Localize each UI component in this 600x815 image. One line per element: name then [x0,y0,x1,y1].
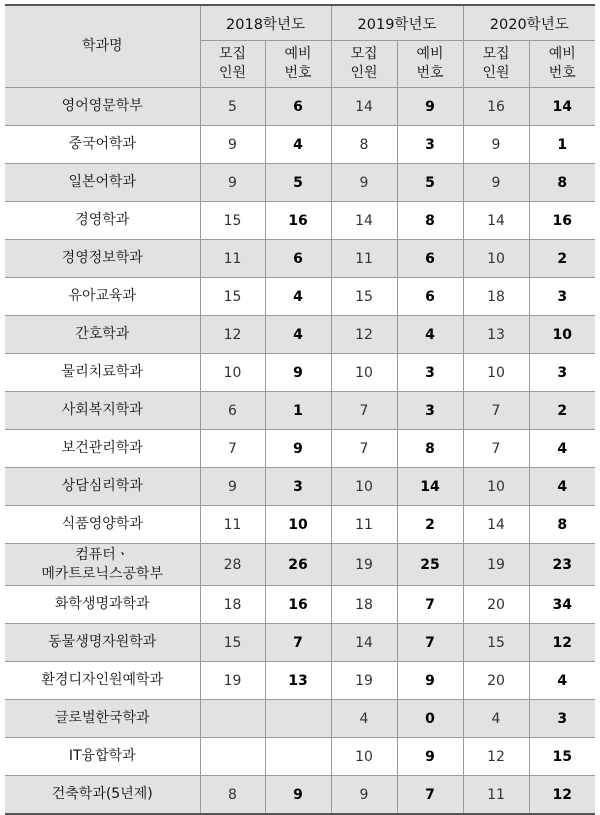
dept-name-cell: 영어영문학부 [5,88,200,126]
table-row [5,624,595,662]
recruit-cell: 20 [463,662,529,700]
recruit-cell: 4 [331,700,397,738]
waitlist-cell: 3 [397,354,463,392]
dept-header: 학과명 [5,5,200,88]
recruit-cell: 12 [331,316,397,354]
dept-name-cell: 동물생명자원학과 [5,624,200,662]
dept-name-cell: 경영정보학과 [5,240,200,278]
recruit-cell: 12 [463,738,529,776]
dept-name-cell: 간호학과 [5,316,200,354]
waitlist-cell: 1 [529,126,595,164]
dept-name-cell: 중국어학과 [5,126,200,164]
table-row [5,700,595,738]
table-row [5,316,595,354]
waitlist-cell: 26 [265,544,331,586]
waitlist-cell: 4 [397,316,463,354]
recruit-cell: 14 [463,506,529,544]
recruit-cell: 15 [463,624,529,662]
table-row [5,278,595,316]
table-row [5,662,595,700]
recruit-cell: 14 [331,624,397,662]
waitlist-cell: 4 [265,126,331,164]
recruit-cell: 6 [200,392,265,430]
waitlist-cell: 9 [397,738,463,776]
recruit-cell: 15 [200,202,265,240]
recruit-cell: 11 [463,776,529,815]
waitlist-header: 예비 번호 [397,41,463,88]
waitlist-cell: 6 [397,278,463,316]
recruit-cell: 9 [463,164,529,202]
recruit-cell: 10 [331,354,397,392]
recruit-cell: 10 [331,738,397,776]
waitlist-header: 예비 번호 [265,41,331,88]
recruit-cell: 13 [463,316,529,354]
dept-name-cell: 식품영양학과 [5,506,200,544]
waitlist-cell: 2 [529,240,595,278]
waitlist-cell: 9 [265,354,331,392]
waitlist-cell: 0 [397,700,463,738]
waitlist-cell: 7 [397,624,463,662]
recruit-cell [200,738,265,776]
dept-name-cell: IT융합학과 [5,738,200,776]
recruit-cell: 15 [331,278,397,316]
dept-name-cell: 물리치료학과 [5,354,200,392]
recruit-cell: 10 [200,354,265,392]
recruit-cell: 19 [331,544,397,586]
dept-name-cell: 건축학과(5년제) [5,776,200,815]
waitlist-cell: 4 [529,662,595,700]
recruit-cell: 5 [200,88,265,126]
waitlist-cell: 14 [529,88,595,126]
dept-name-cell: 컴퓨터ㆍ 메카트로닉스공학부 [5,544,200,586]
table-row [5,468,595,506]
waitlist-cell: 7 [397,776,463,815]
waitlist-cell: 8 [529,506,595,544]
dept-name-cell: 유아교육과 [5,278,200,316]
table-row [5,776,595,815]
table-row [5,354,595,392]
waitlist-cell: 6 [265,88,331,126]
waitlist-header: 예비 번호 [529,41,595,88]
recruit-cell: 9 [331,776,397,815]
table-body [5,88,595,815]
table-row [5,202,595,240]
recruit-cell: 9 [200,164,265,202]
dept-name-cell: 일본어학과 [5,164,200,202]
waitlist-cell: 10 [265,506,331,544]
waitlist-cell: 23 [529,544,595,586]
recruit-cell: 8 [200,776,265,815]
recruit-cell: 14 [331,88,397,126]
table-row [5,240,595,278]
table-row [5,392,595,430]
waitlist-cell: 1 [265,392,331,430]
waitlist-cell: 25 [397,544,463,586]
waitlist-cell: 8 [529,164,595,202]
recruit-cell: 14 [331,202,397,240]
dept-name-cell: 화학생명과학과 [5,586,200,624]
table-row [5,164,595,202]
waitlist-cell: 7 [397,586,463,624]
waitlist-cell: 12 [529,776,595,815]
waitlist-cell [265,700,331,738]
recruit-cell: 7 [331,430,397,468]
dept-name-cell: 상담심리학과 [5,468,200,506]
waitlist-cell: 5 [265,164,331,202]
recruit-cell: 11 [331,506,397,544]
recruit-cell: 7 [463,392,529,430]
waitlist-cell: 6 [265,240,331,278]
waitlist-cell: 5 [397,164,463,202]
waitlist-cell: 13 [265,662,331,700]
waitlist-cell: 4 [265,316,331,354]
waitlist-cell: 8 [397,430,463,468]
waitlist-cell: 9 [265,430,331,468]
waitlist-cell: 2 [397,506,463,544]
waitlist-cell: 9 [265,776,331,815]
recruit-cell: 11 [200,506,265,544]
waitlist-cell: 4 [265,278,331,316]
year-2020-header: 2020학년도 [463,5,595,41]
recruit-cell: 9 [331,164,397,202]
table-row [5,430,595,468]
waitlist-cell: 14 [397,468,463,506]
recruit-header: 모집 인원 [200,41,265,88]
recruit-cell: 28 [200,544,265,586]
recruit-cell: 19 [200,662,265,700]
waitlist-cell: 10 [529,316,595,354]
recruit-cell: 16 [463,88,529,126]
table-row [5,126,595,164]
waitlist-cell: 16 [529,202,595,240]
table-row [5,88,595,126]
recruit-cell: 7 [200,430,265,468]
waitlist-cell: 12 [529,624,595,662]
waitlist-cell: 15 [529,738,595,776]
recruit-cell: 7 [463,430,529,468]
recruit-cell: 9 [200,468,265,506]
waitlist-cell: 2 [529,392,595,430]
waitlist-cell: 4 [529,430,595,468]
recruit-cell: 8 [331,126,397,164]
table-row [5,738,595,776]
dept-name-cell: 보건관리학과 [5,430,200,468]
table-row [5,506,595,544]
waitlist-cell: 3 [529,700,595,738]
waitlist-cell: 7 [265,624,331,662]
year-2018-header: 2018학년도 [200,5,331,41]
recruit-header: 모집 인원 [463,41,529,88]
dept-name-cell: 글로벌한국학과 [5,700,200,738]
recruit-cell: 15 [200,624,265,662]
recruit-cell: 14 [463,202,529,240]
recruit-cell [200,700,265,738]
recruit-cell: 9 [463,126,529,164]
recruit-cell: 18 [331,586,397,624]
recruit-cell: 18 [200,586,265,624]
waitlist-cell: 3 [529,354,595,392]
waitlist-cell: 3 [397,126,463,164]
waitlist-cell: 3 [529,278,595,316]
recruit-cell: 4 [463,700,529,738]
recruit-header: 모집 인원 [331,41,397,88]
waitlist-cell: 3 [265,468,331,506]
recruit-cell: 20 [463,586,529,624]
waitlist-cell: 16 [265,586,331,624]
admission-table [5,4,595,815]
dept-name-cell: 환경디자인원예학과 [5,662,200,700]
recruit-cell: 10 [463,468,529,506]
table-row [5,586,595,624]
recruit-cell: 10 [463,240,529,278]
waitlist-cell: 9 [397,662,463,700]
year-2019-header: 2019학년도 [331,5,463,41]
dept-name-cell: 사회복지학과 [5,392,200,430]
recruit-cell: 15 [200,278,265,316]
waitlist-cell: 9 [397,88,463,126]
waitlist-cell [265,738,331,776]
page [0,4,600,809]
waitlist-cell: 34 [529,586,595,624]
recruit-cell: 11 [331,240,397,278]
waitlist-cell: 8 [397,202,463,240]
recruit-cell: 18 [463,278,529,316]
recruit-cell: 12 [200,316,265,354]
waitlist-cell: 4 [529,468,595,506]
recruit-cell: 19 [331,662,397,700]
recruit-cell: 7 [331,392,397,430]
waitlist-cell: 16 [265,202,331,240]
recruit-cell: 11 [200,240,265,278]
recruit-cell: 9 [200,126,265,164]
waitlist-cell: 6 [397,240,463,278]
recruit-cell: 10 [331,468,397,506]
table-row [5,544,595,586]
dept-name-cell: 경영학과 [5,202,200,240]
waitlist-cell: 3 [397,392,463,430]
recruit-cell: 19 [463,544,529,586]
recruit-cell: 10 [463,354,529,392]
